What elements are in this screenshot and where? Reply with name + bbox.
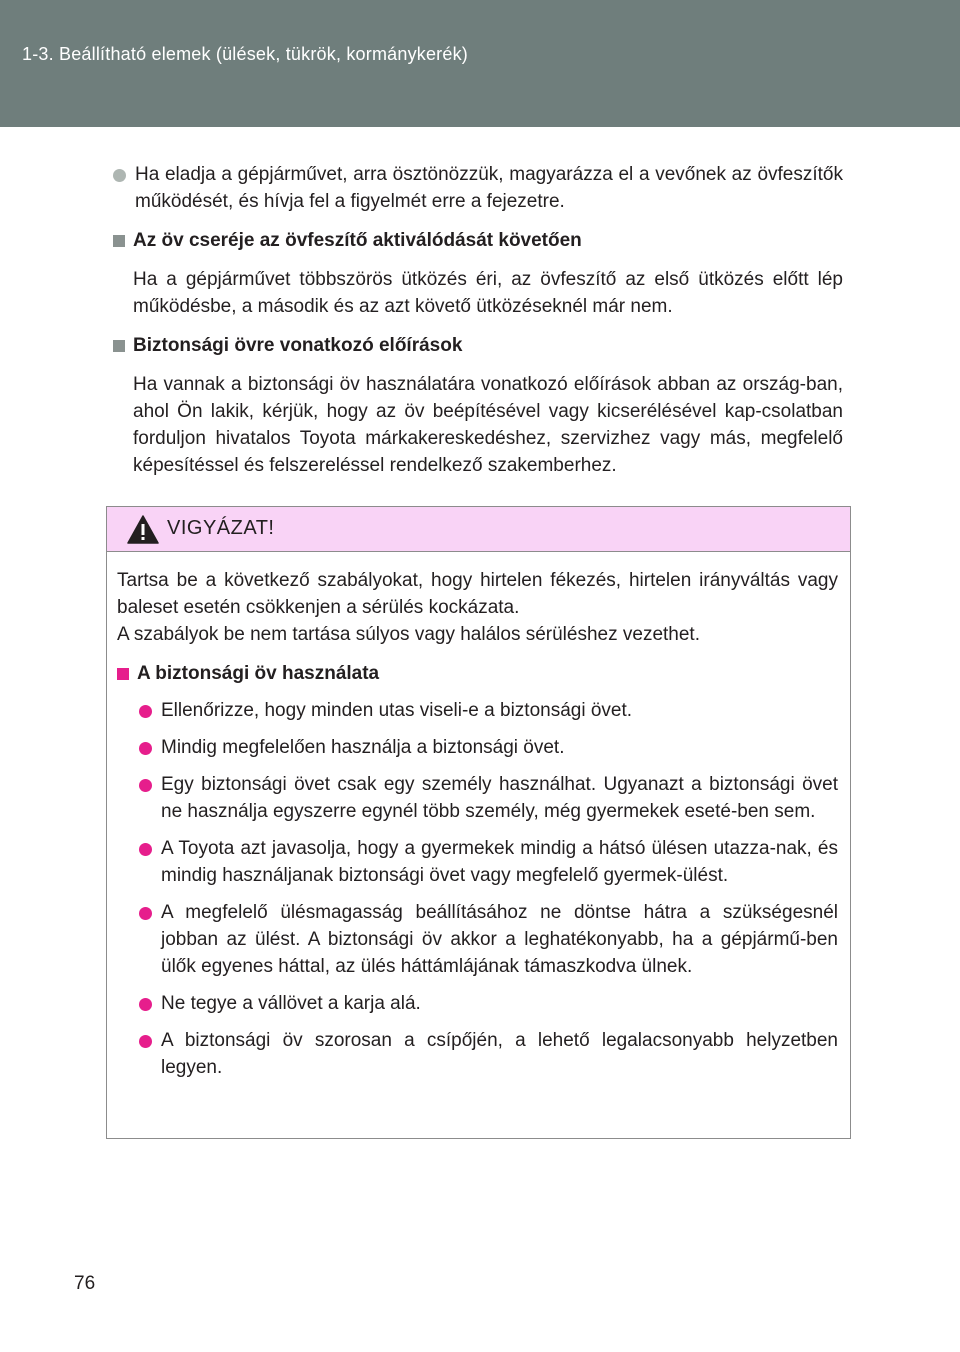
heading-regulations: Biztonsági övre vonatkozó előírások (113, 332, 843, 359)
text-regulations: Ha vannak a biztonsági öv használatára vonatkozó előírások abban az ország-ban, ahol Ön lakik, kérjük, hogy az öv beépítésével vagy kicserélésével kap-csolatban forduljon hivatalos Toyota márkakereskedéshez, szervizhez vagy más, megfelelő képesítéssel és felszereléssel rendelkező szakemberhez. (133, 374, 843, 476)
warning-bullet: Mindig megfelelően használja a biztonsági övet. (139, 734, 838, 761)
warning-bullet: A megfelelő ülésmagasság beállításához ne döntse hátra a szükségesnél jobban az ülést. A biztonsági öv akkor a leghatékonyabb, ha a gépjármű-ben ülők egyenes háttal, az ülés háttámlájának támaszkodva ülnek. (139, 899, 838, 980)
warning-intro (117, 567, 838, 648)
bullet-circle-icon (113, 169, 126, 182)
bullet-circle-icon (139, 779, 152, 792)
bullet-circle-icon (139, 705, 152, 718)
heading-square-icon (113, 340, 125, 352)
warning-box (106, 506, 851, 1139)
bullet-circle-icon (139, 998, 152, 1011)
warning-bullet: Egy biztonsági övet csak egy személy használhat. Ugyanazt a biztonsági övet ne használja egyszerre egynél több személy, még gyermekek eseté-ben sem. (139, 771, 838, 825)
warning-bullet: Ne tegye a vállövet a karja alá. (139, 990, 838, 1017)
warning-intro-line2: A szabályok be nem tartása súlyos vagy halálos sérüléshez vezethet. (117, 624, 700, 645)
page-number: 76 (74, 1273, 96, 1294)
warning-body (107, 552, 850, 1081)
warning-triangle-icon (127, 515, 159, 544)
text-belt-replacement: Ha a gépjárművet többszörös ütközés éri, az övfeszítő az első ütközés előtt lép működésbe, a második és az azt követő ütközéseknél már nem. (133, 269, 843, 317)
heading-square-icon (117, 668, 129, 680)
section-title: 1-3. Beállítható elemek (ülések, tükrök, kormánykerék) (22, 44, 468, 64)
bullet-sell-vehicle: Ha eladja a gépjárművet, arra ösztönözzük, magyarázza el a vevőnek az övfeszítők működését, és hívja fel a figyelmét erre a fejezetre. (113, 161, 843, 215)
main-content (113, 161, 843, 491)
warning-bullet: A biztonsági öv szorosan a csípőjén, a lehető legalacsonyabb helyzetben legyen. (139, 1027, 838, 1081)
warning-header (107, 507, 850, 552)
heading-square-icon (113, 235, 125, 247)
heading-belt-replacement: Az öv cseréje az övfeszítő aktiválódását követően (113, 227, 843, 254)
bullet-circle-icon (139, 843, 152, 856)
warning-bullet: Ellenőrizze, hogy minden utas viseli-e a biztonsági övet. (139, 697, 838, 724)
warning-subheading: A biztonsági öv használata (117, 660, 838, 687)
bullet-circle-icon (139, 1035, 152, 1048)
warning-bullet: A Toyota azt javasolja, hogy a gyermekek mindig a hátsó ülésen utazza-nak, és mindig használjanak biztonsági övet vagy megfelelő gyermek-ülést. (139, 835, 838, 889)
bullet-circle-icon (139, 742, 152, 755)
bullet-circle-icon (139, 907, 152, 920)
header-band (0, 0, 960, 127)
warning-title: VIGYÁZAT! (167, 517, 275, 539)
warning-intro-line1: Tartsa be a következő szabályokat, hogy hirtelen fékezés, hirtelen irányváltás vagy baleset esetén csökkenjen a sérülés kockázata. (117, 570, 838, 618)
